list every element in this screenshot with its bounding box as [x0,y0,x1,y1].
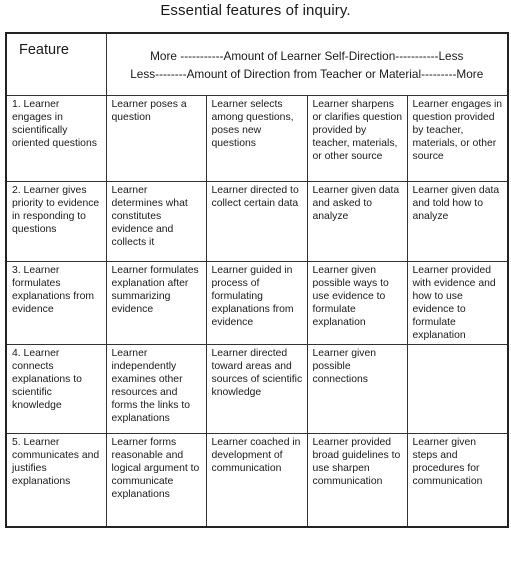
feature-cell: 1. Learner engages in scientifically oriented questions [6,96,106,182]
feature-cell: 4. Learner connects explanations to scientific knowledge [6,345,106,434]
table-row [6,182,508,262]
table-cell: Learner coached in development of communication [206,434,307,528]
table-cell: Learner directed toward areas and sources of scientific knowledge [206,345,307,434]
inquiry-features-table [5,32,509,528]
feature-cell: 3. Learner formulates explanations from evidence [6,262,106,345]
table-cell: Learner provided with evidence and how to use evidence to formulate explanation [407,262,508,345]
table-cell: Learner provided broad guidelines to use sharpen communication [307,434,407,528]
table-row [6,434,508,528]
feature-cell: 5. Learner communicates and justifies explanations [6,434,106,528]
table-cell: Learner given possible ways to use evidence to formulate explanation [307,262,407,345]
feature-cell: 2. Learner gives priority to evidence in responding to questions [6,182,106,262]
table-row [6,262,508,345]
table-cell: Learner forms reasonable and logical argument to communicate explanations [106,434,206,528]
table-cell: Learner guided in process of formulating explanations from evidence [206,262,307,345]
direction-range-header [106,33,508,96]
table-cell: Learner given steps and procedures for communication [407,434,508,528]
table-row [6,96,508,182]
teacher-direction-scale: Less--------Amount of Direction from Teacher or Material---------More [130,66,484,81]
table-cell [407,345,508,434]
table-cell: Learner directed to collect certain data [206,182,307,262]
header-row [6,33,508,96]
table-cell: Learner sharpens or clarifies question provided by teacher, materials, or other source [307,96,407,182]
table-cell: Learner formulates explanation after summarizing evidence [106,262,206,345]
table-cell: Learner determines what constitutes evidence and collects it [106,182,206,262]
feature-column-header: Feature [6,33,106,96]
table-row [6,345,508,434]
table-cell: Learner engages in question provided by teacher, materials, or other source [407,96,508,182]
table-cell: Learner independently examines other resources and forms the links to explanations [106,345,206,434]
table-cell: Learner poses a question [106,96,206,182]
table-cell: Learner given data and told how to analyze [407,182,508,262]
table-cell: Learner given data and asked to analyze [307,182,407,262]
self-direction-scale: More -----------Amount of Learner Self-Direction-----------Less [150,48,464,63]
table-cell: Learner given possible connections [307,345,407,434]
page-title: Essential features of inquiry. [160,2,351,19]
table-cell: Learner selects among questions, poses new questions [206,96,307,182]
